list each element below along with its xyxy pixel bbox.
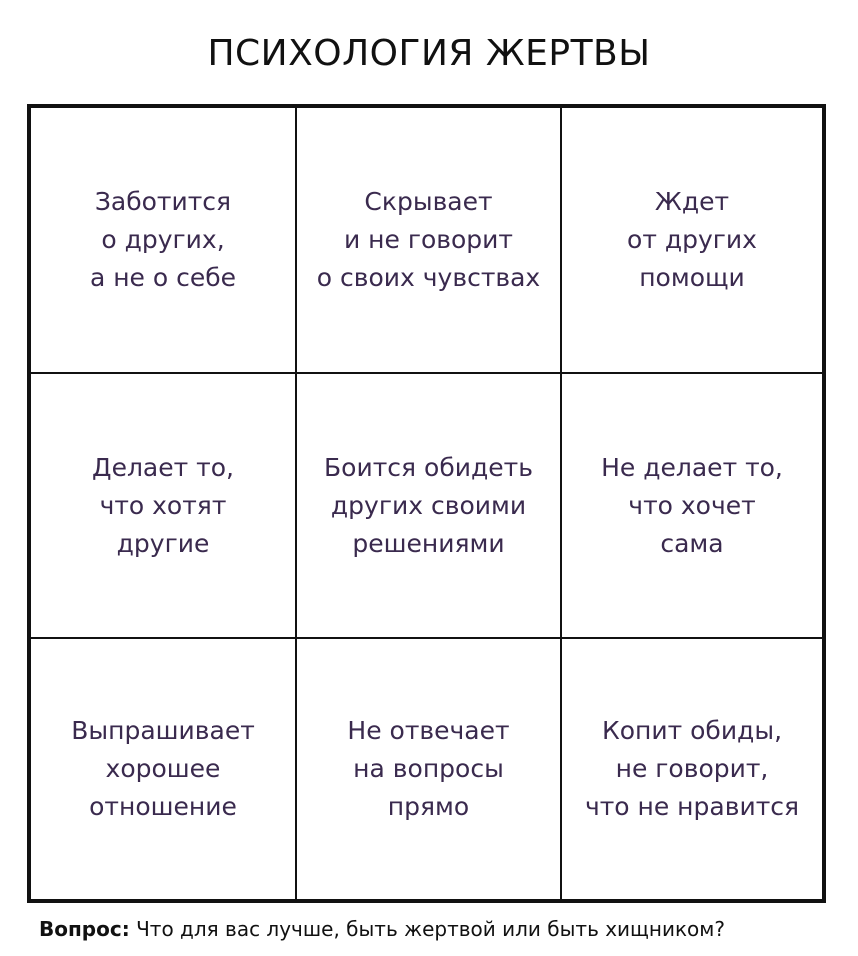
question-line	[39, 914, 725, 944]
cell-text: Не отвечает на вопросы прямо	[347, 716, 510, 821]
cell-text: Копит обиды, не говорит, что не нравится	[584, 716, 800, 821]
grid-cell	[297, 374, 560, 637]
grid-cell	[297, 639, 560, 899]
grid-cell	[297, 108, 560, 372]
traits-grid	[27, 104, 826, 903]
grid-cell	[31, 108, 295, 372]
question-label: Вопрос:	[39, 917, 130, 941]
cell-text: Делает то, что хотят другие	[92, 452, 234, 558]
cell-text: Ждет от других помощи	[627, 187, 757, 292]
cell-text: Не делает то, что хочет сама	[601, 452, 783, 558]
grid-cell	[31, 374, 295, 637]
grid-cell	[31, 639, 295, 899]
cell-text: Скрывает и не говорит о своих чувствах	[316, 187, 541, 292]
grid-cell	[562, 108, 822, 372]
grid-cell	[562, 374, 822, 637]
question-text: Что для вас лучше, быть жертвой или быть хищником?	[136, 917, 725, 941]
cell-text: Боится обидеть других своими решениями	[324, 452, 533, 558]
cell-text: Выпрашивает хорошее отношение	[71, 716, 255, 821]
cell-text: Заботится о других, а не о себе	[89, 187, 237, 292]
page-title: ПСИХОЛОГИЯ ЖЕРТВЫ	[207, 33, 651, 74]
grid-cell	[562, 639, 822, 899]
